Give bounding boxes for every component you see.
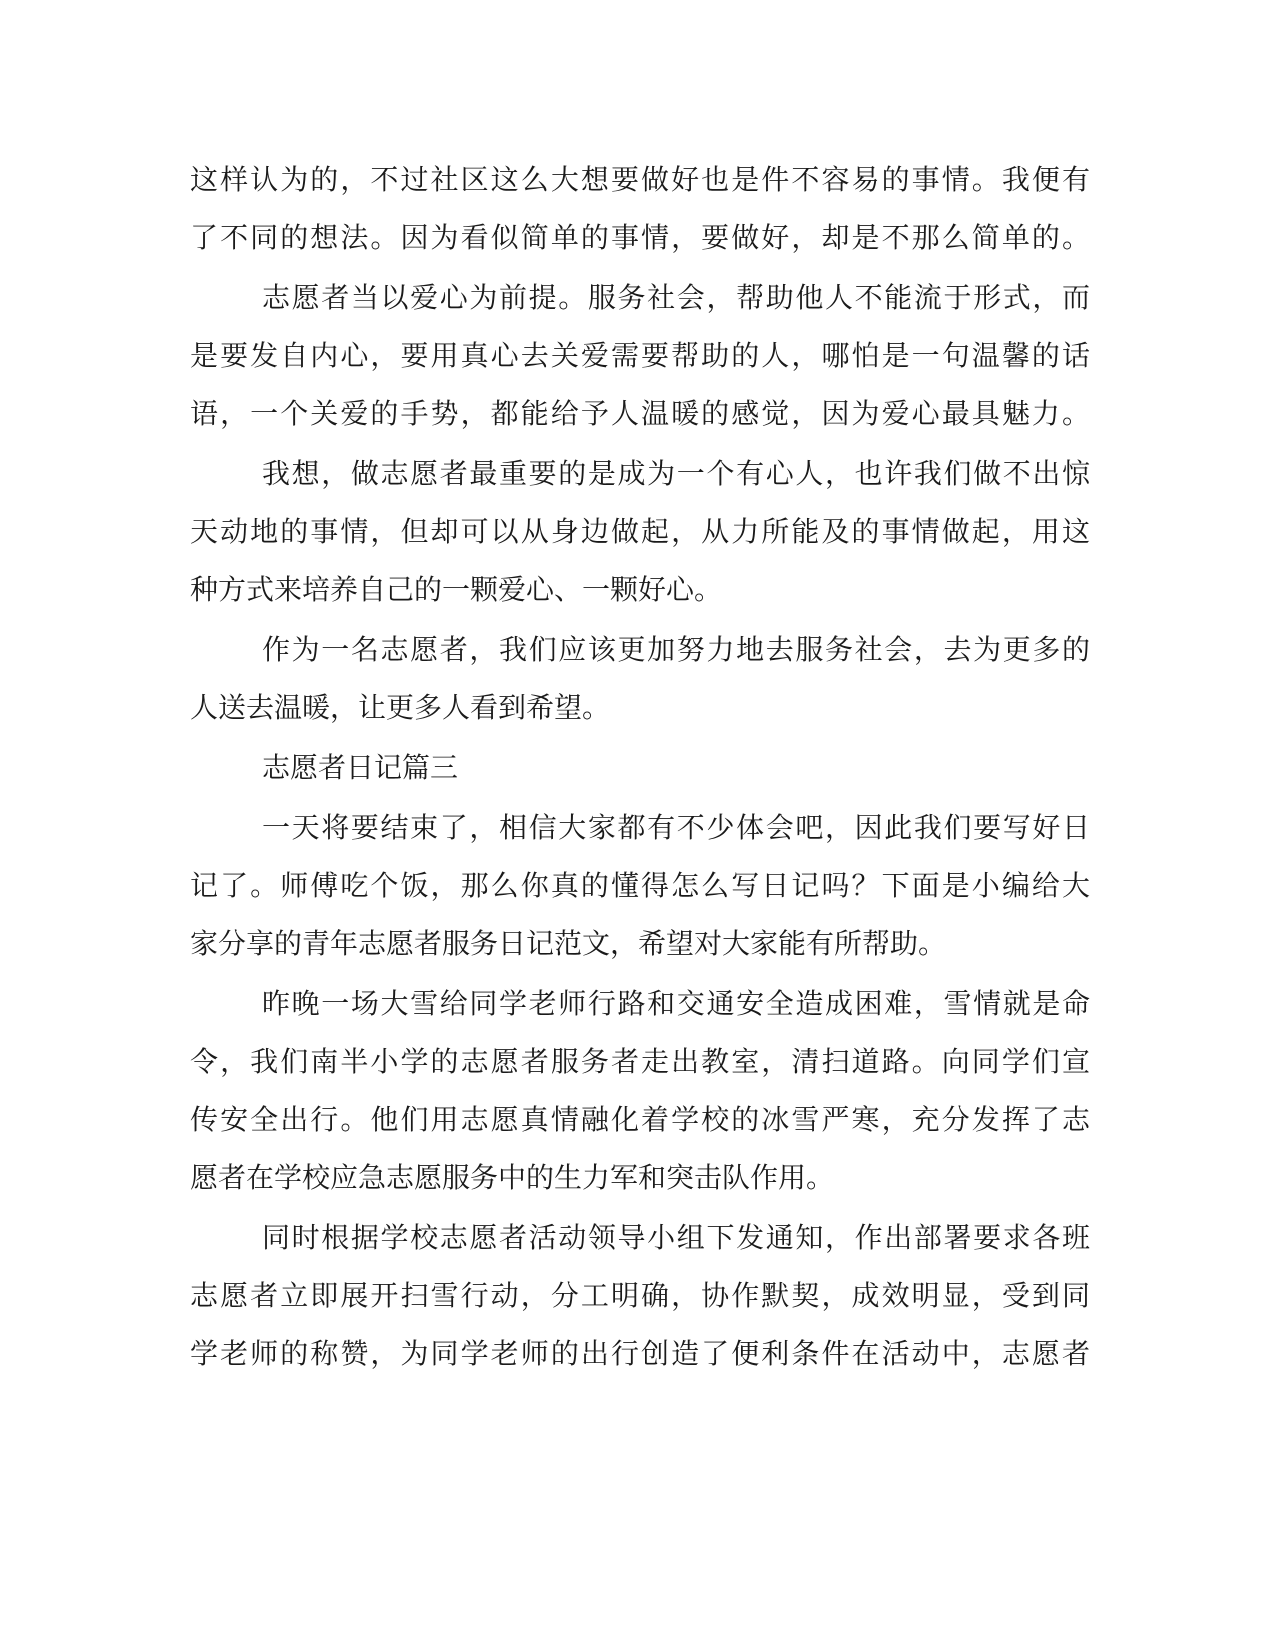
text-line: 记了。师傅吃个饭，那么你真的懂得怎么写日记吗？下面是小编给大 bbox=[190, 869, 1090, 902]
text-line: 令，我们南半小学的志愿者服务者走出教室，清扫道路。向同学们宣 bbox=[190, 1045, 1090, 1078]
paragraph-first-line: 我想，做志愿者最重要的是成为一个有心人，也许我们做不出惊 bbox=[262, 457, 1090, 490]
text-line: 志愿者立即展开扫雪行动，分工明确，协作默契，成效明显，受到同 bbox=[190, 1279, 1090, 1312]
paragraph-first-line: 作为一名志愿者，我们应该更加努力地去服务社会，去为更多的 bbox=[262, 633, 1090, 666]
text-line: 学老师的称赞，为同学老师的出行创造了便利条件在活动中，志愿者 bbox=[190, 1337, 1090, 1370]
text-line: 天动地的事情，但却可以从身边做起，从力所能及的事情做起，用这 bbox=[190, 515, 1090, 548]
text-line: 语，一个关爱的手势，都能给予人温暖的感觉，因为爱心最具魅力。 bbox=[190, 397, 1090, 430]
paragraph-first-line: 同时根据学校志愿者活动领导小组下发通知，作出部署要求各班 bbox=[262, 1221, 1090, 1254]
text-line: 了不同的想法。因为看似简单的事情，要做好，却是不那么简单的。 bbox=[190, 221, 1090, 254]
text-line: 这样认为的，不过社区这么大想要做好也是件不容易的事情。我便有 bbox=[190, 163, 1090, 196]
section-heading: 志愿者日记篇三 bbox=[262, 751, 459, 784]
text-line: 愿者在学校应急志愿服务中的生力军和突击队作用。 bbox=[190, 1161, 835, 1194]
text-line: 人送去温暖，让更多人看到希望。 bbox=[190, 691, 611, 724]
paragraph-first-line: 昨晚一场大雪给同学老师行路和交通安全造成困难，雪情就是命 bbox=[262, 987, 1090, 1020]
text-line: 是要发自内心，要用真心去关爱需要帮助的人，哪怕是一句温馨的话 bbox=[190, 339, 1090, 372]
paragraph-first-line: 志愿者当以爱心为前提。服务社会，帮助他人不能流于形式，而 bbox=[262, 281, 1090, 314]
text-line: 种方式来培养自己的一颗爱心、一颗好心。 bbox=[190, 573, 723, 606]
paragraph-first-line: 一天将要结束了，相信大家都有不少体会吧，因此我们要写好日 bbox=[262, 811, 1090, 844]
text-line: 传安全出行。他们用志愿真情融化着学校的冰雪严寒，充分发挥了志 bbox=[190, 1103, 1090, 1136]
text-line: 家分享的青年志愿者服务日记范文，希望对大家能有所帮助。 bbox=[190, 927, 947, 960]
